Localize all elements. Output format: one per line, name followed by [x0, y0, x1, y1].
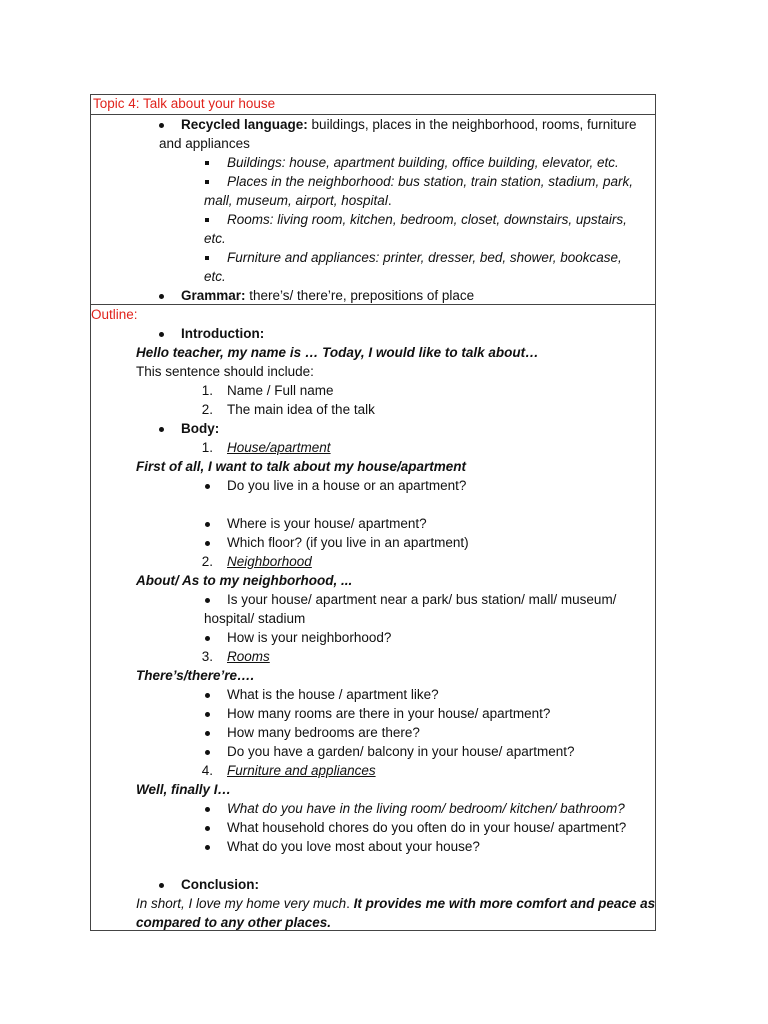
recycled-item-places-2: mall, museum, airport, hospital. [204, 193, 392, 208]
intro-label: Introduction: [181, 326, 265, 341]
question: What is the house / apartment like? [227, 687, 439, 702]
bullet-icon [205, 712, 210, 717]
bullet-icon [205, 826, 210, 831]
list-number: 2. [201, 402, 213, 417]
bullet-icon [205, 598, 210, 603]
body-label: Body: [181, 421, 220, 436]
question-continued: hospital/ stadium [204, 611, 306, 626]
conclusion-label: Conclusion: [181, 877, 259, 892]
recycled-item-rooms-2: etc. [204, 231, 226, 246]
bullet-icon [159, 294, 164, 299]
intro-item: Name / Full name [227, 383, 334, 398]
bullet-icon [205, 807, 210, 812]
conclusion-line-2: compared to any other places. [136, 915, 332, 930]
bullet-icon [205, 750, 210, 755]
question: Do you live in a house or an apartment? [227, 478, 467, 493]
recycled-item-places-1: Places in the neighborhood: bus station, train station, stadium, park, [227, 174, 633, 189]
recycled-item-rooms-1: Rooms: living room, kitchen, bedroom, closet, downstairs, upstairs, [227, 212, 627, 227]
square-bullet-icon [205, 218, 209, 222]
section-title: Neighborhood [227, 554, 312, 569]
question: Which floor? (if you live in an apartment) [227, 535, 469, 550]
question: How many bedrooms are there? [227, 725, 420, 740]
intro-include: This sentence should include: [136, 364, 314, 379]
bullet-icon [205, 731, 210, 736]
bullet-icon [205, 522, 210, 527]
question: Do you have a garden/ balcony in your house/ apartment? [227, 744, 575, 759]
section-title: House/apartment [227, 440, 331, 455]
square-bullet-icon [205, 161, 209, 165]
list-number: 1. [201, 383, 213, 398]
recycled-item-buildings: Buildings: house, apartment building, office building, elevator, etc. [227, 155, 619, 170]
outline-cell [91, 304, 655, 930]
conclusion-line-1: In short, I love my home very much. It provides me with more comfort and peace as [136, 896, 656, 911]
bullet-icon [205, 693, 210, 698]
section-title: Rooms [227, 649, 270, 664]
section-lead: There’s/there’re…. [136, 668, 255, 683]
question: What household chores do you often do in your house/ apartment? [227, 820, 627, 835]
section-number: 1. [201, 440, 213, 455]
question: How is your neighborhood? [227, 630, 392, 645]
grammar-line: Grammar: there’s/ there’re, prepositions of place [181, 288, 475, 303]
question: How many rooms are there in your house/ apartment? [227, 706, 551, 721]
section-lead: First of all, I want to talk about my house/apartment [136, 459, 467, 474]
bullet-icon [159, 123, 164, 128]
topic-header-cell [91, 95, 655, 114]
recycled-language-cell [91, 114, 655, 304]
question: What do you love most about your house? [227, 839, 480, 854]
bullet-icon [205, 541, 210, 546]
section-lead: Well, finally I… [136, 782, 232, 797]
recycled-item-furniture-1: Furniture and appliances: printer, dresser, bed, shower, bookcase, [227, 250, 622, 265]
bullet-icon [159, 332, 164, 337]
question: Where is your house/ apartment? [227, 516, 427, 531]
square-bullet-icon [205, 180, 209, 184]
section-number: 4. [201, 763, 213, 778]
bullet-icon [205, 484, 210, 489]
intro-item: The main idea of the talk [227, 402, 375, 417]
intro-sentence: Hello teacher, my name is … Today, I would like to talk about… [136, 345, 539, 360]
recycled-line-1: Recycled language: buildings, places in the neighborhood, rooms, furniture [181, 117, 637, 132]
topic-table [90, 94, 656, 931]
section-title: Furniture and appliances [227, 763, 376, 778]
section-number: 3. [201, 649, 213, 664]
bullet-icon [205, 636, 210, 641]
section-lead: About/ As to my neighborhood, ... [136, 573, 353, 588]
question: Is your house/ apartment near a park/ bus station/ mall/ museum/ [227, 592, 617, 607]
bullet-icon [205, 845, 210, 850]
recycled-line-2: and appliances [159, 136, 250, 151]
section-number: 2. [201, 554, 213, 569]
recycled-item-furniture-2: etc. [204, 269, 226, 284]
square-bullet-icon [205, 256, 209, 260]
bullet-icon [159, 883, 164, 888]
question: What do you have in the living room/ bedroom/ kitchen/ bathroom? [227, 801, 625, 816]
topic-title: Topic 4: Talk about your house [93, 96, 276, 111]
outline-title: Outline: [91, 307, 138, 322]
bullet-icon [159, 427, 164, 432]
